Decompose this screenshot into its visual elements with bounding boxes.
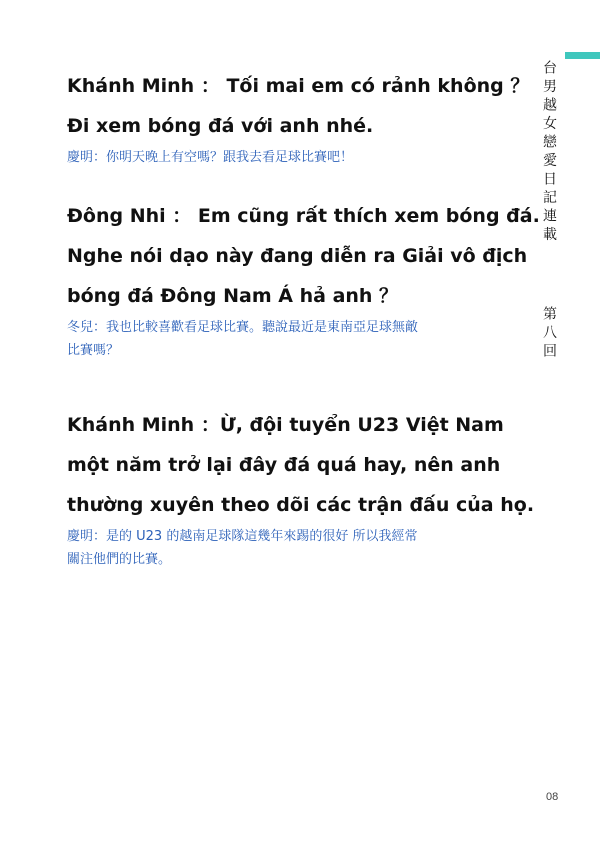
chinese-translation-line: 比賽嗎？ (67, 343, 120, 358)
vietnamese-line: bóng đá Đông Nam Á hả anh ？ (67, 285, 399, 307)
accent-bar (565, 52, 600, 59)
vietnamese-line: Nghe nói dạo này đang diễn ra Giải vô địch (67, 245, 528, 267)
dialogue-block (67, 66, 530, 169)
series-title: 台男越女戀愛日記連載 (541, 60, 557, 245)
vietnamese-line: Đi xem bóng đá với anh nhé. (67, 115, 374, 137)
page-number: 08 (546, 791, 559, 803)
vietnamese-line: một năm trở lại đây đá quá hay, nên anh (67, 454, 501, 476)
vietnamese-line: Khánh Minh ： Tối mai em có rảnh không ？ (67, 75, 530, 97)
chinese-translation-line: 關注他們的比賽。 (67, 552, 172, 567)
dialogue-block (67, 405, 535, 571)
episode-label: 第八回 (541, 306, 557, 362)
chinese-translation-line: 冬兒：我也比較喜歡看足球比賽。聽說最近是東南亞足球無敵 (67, 320, 419, 335)
dialogue-block (67, 196, 540, 362)
vietnamese-line: thường xuyên theo dõi các trận đấu của họ. (67, 494, 535, 516)
vietnamese-line: Đông Nhi ： Em cũng rất thích xem bóng đá. (67, 205, 540, 227)
vietnamese-line: Khánh Minh ：Ừ, đội tuyển U23 Việt Nam (67, 414, 504, 436)
chinese-translation-line: 慶明：你明天晚上有空嗎？跟我去看足球比賽吧！ (67, 150, 354, 165)
chinese-translation-line: 慶明：是的 U23 的越南足球隊這幾年來踢的很好 所以我經常 (67, 529, 418, 544)
